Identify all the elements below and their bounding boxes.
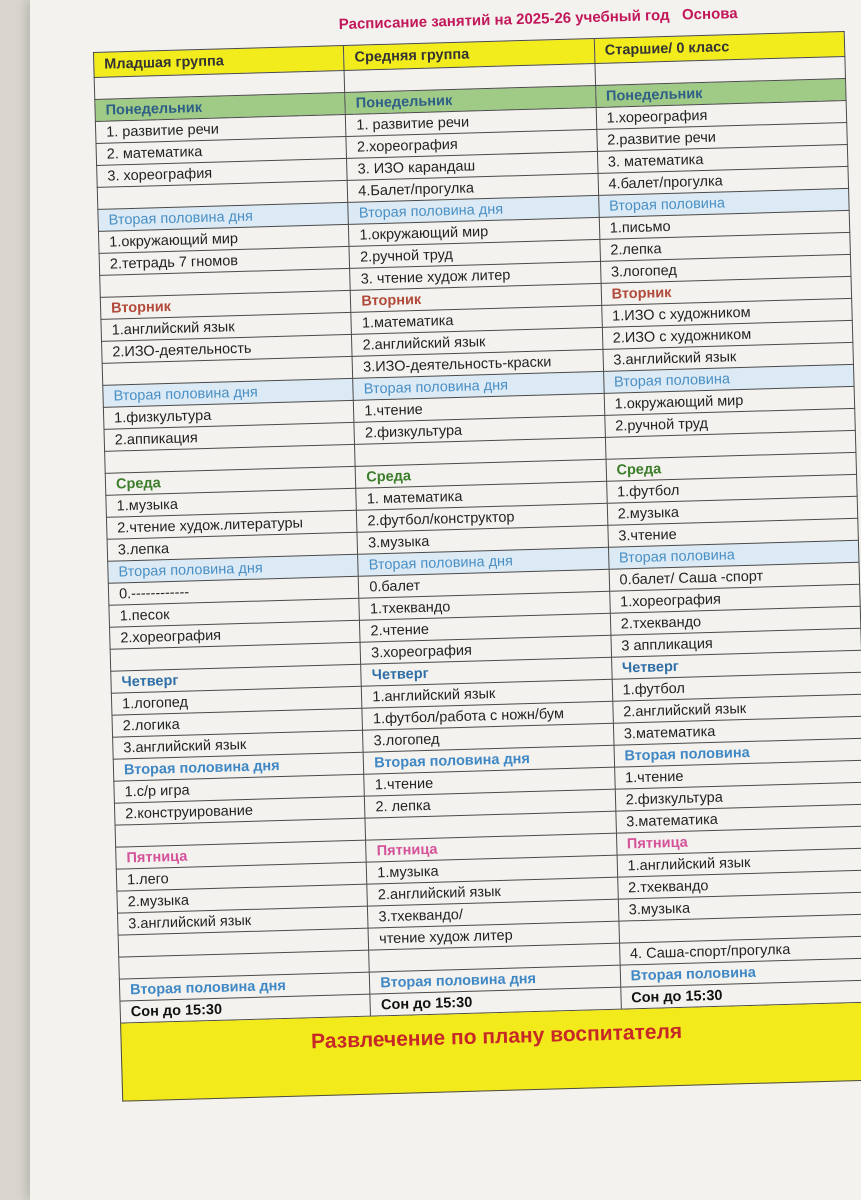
afternoon-header: Вторая половина xyxy=(603,364,854,393)
schedule-cell: 1. математика xyxy=(356,481,607,510)
schedule-cell: 2.физкультура xyxy=(615,782,861,811)
schedule-cell: 4. Саша-спорт/прогулка xyxy=(619,936,861,965)
nap-note: Сон до 15:30 xyxy=(370,987,621,1016)
day-header-wednesday: Среда xyxy=(606,452,857,481)
schedule-cell: 1.чтение xyxy=(614,760,861,789)
schedule-cell: 2.тхеквандо xyxy=(617,870,861,899)
day-header-friday: Пятница xyxy=(116,840,367,869)
nap-note: Сон до 15:30 xyxy=(620,980,861,1009)
schedule-cell: 2.ручной труд xyxy=(349,239,600,268)
schedule-cell: 3.математика xyxy=(616,804,861,833)
schedule-cell: 2.хореография xyxy=(346,129,597,158)
afternoon-header: Вторая половина дня xyxy=(103,378,354,407)
schedule-cell: 1.футбол xyxy=(612,672,861,701)
afternoon-header: Вторая половина дня xyxy=(358,547,609,576)
day-header-monday: Понедельник xyxy=(345,85,596,114)
afternoon-header: Вторая половина дня xyxy=(119,972,370,1001)
schedule-cell: 1.песок xyxy=(109,598,360,627)
schedule-cell: 2.развитие речи xyxy=(596,122,847,151)
schedule-cell: 1.чтение xyxy=(354,393,605,422)
schedule-cell: 1.логопед xyxy=(111,686,362,715)
schedule-cell: 3.хореография xyxy=(360,635,611,664)
schedule-cell: 0.балет xyxy=(359,569,610,598)
schedule-cell: 1.английский язык xyxy=(362,679,613,708)
day-header-wednesday: Среда xyxy=(105,466,356,495)
schedule-cell: 1.хореография xyxy=(596,100,847,129)
schedule-cell: 2.английский язык xyxy=(612,694,861,723)
paper-sheet xyxy=(30,0,861,1200)
day-header-thursday: Четверг xyxy=(361,657,612,686)
schedule-cell: 2.тхеквандо xyxy=(610,606,861,635)
schedule-cell: 2.лепка xyxy=(600,232,851,261)
schedule-cell: 3.музыка xyxy=(357,525,608,554)
schedule-cell: 2. лепка xyxy=(365,789,616,818)
schedule-cell: 2. математика xyxy=(96,136,347,165)
schedule-document xyxy=(92,0,861,1102)
schedule-cell: 4.Балет/прогулка xyxy=(347,173,598,202)
afternoon-header: Вторая половина дня xyxy=(98,202,349,231)
schedule-cell: 1.лего xyxy=(116,862,367,891)
day-header-monday: Понедельник xyxy=(595,78,846,107)
schedule-cell: 1.с/р игра xyxy=(114,774,365,803)
schedule-cell: 1.окружающий мир xyxy=(604,386,855,415)
schedule-cell: 1.ИЗО с художником xyxy=(601,298,852,327)
schedule-cell: 3.музыка xyxy=(618,892,861,921)
column-header-senior: Старшие/ 0 класс xyxy=(594,32,845,64)
schedule-cell: 1.чтение xyxy=(364,767,615,796)
day-header-tuesday: Вторник xyxy=(601,276,852,305)
schedule-cell: 3.лепка xyxy=(107,532,358,561)
schedule-cell: 1.окружающий мир xyxy=(349,217,600,246)
schedule-cell: 3.тхеквандо/ xyxy=(368,899,619,928)
schedule-cell: 3.логопед xyxy=(363,723,614,752)
schedule-cell: 1.музыка xyxy=(367,855,618,884)
nap-note: Сон до 15:30 xyxy=(120,994,371,1023)
afternoon-header: Вторая половина xyxy=(614,738,861,767)
schedule-cell: 2.аппикация xyxy=(104,422,355,451)
day-header-wednesday: Среда xyxy=(355,459,606,488)
day-header-monday: Понедельник xyxy=(95,92,346,121)
day-header-friday: Пятница xyxy=(366,833,617,862)
schedule-cell: 3.английский язык xyxy=(113,730,364,759)
schedule-cell: 2.ИЗО с художником xyxy=(602,320,853,349)
day-header-thursday: Четверг xyxy=(111,664,362,693)
schedule-cell: 3.математика xyxy=(613,716,861,745)
schedule-cell: 1.математика xyxy=(351,305,602,334)
schedule-cell: 3.английский язык xyxy=(118,906,369,935)
schedule-cell: 2.чтение xyxy=(360,613,611,642)
schedule-cell: 2.английский язык xyxy=(367,877,618,906)
schedule-cell: 2.английский язык xyxy=(352,327,603,356)
schedule-cell: 1.музыка xyxy=(106,488,357,517)
schedule-cell: 1.английский язык xyxy=(617,848,861,877)
schedule-cell: 4.балет/прогулка xyxy=(598,166,849,195)
afternoon-header: Вторая половина дня xyxy=(370,965,621,994)
afternoon-header: Вторая половина дня xyxy=(353,371,604,400)
day-header-thursday: Четверг xyxy=(611,650,861,679)
schedule-cell: 2.конструирование xyxy=(114,796,365,825)
schedule-cell: 1.тхеквандо xyxy=(359,591,610,620)
schedule-cell: 2.музыка xyxy=(607,496,858,525)
afternoon-header: Вторая половина дня xyxy=(113,752,364,781)
schedule-cell: 3. ИЗО карандаш xyxy=(347,151,598,180)
schedule-cell: 3. хореография xyxy=(97,158,348,187)
schedule-cell: 1. развитие речи xyxy=(95,114,346,143)
schedule-cell: 3. математика xyxy=(597,144,848,173)
schedule-cell: 1.футбол/работа с ножн/бум xyxy=(362,701,613,730)
schedule-cell: 2.музыка xyxy=(117,884,368,913)
day-header-friday: Пятница xyxy=(616,826,861,855)
schedule-cell: 0.балет/ Саша -спорт xyxy=(609,562,860,591)
column-header-middle: Средняя группа xyxy=(344,38,595,70)
day-header-tuesday: Вторник xyxy=(351,283,602,312)
schedule-cell: 0.------------ xyxy=(108,576,359,605)
schedule-cell: 2.логика xyxy=(112,708,363,737)
schedule-cell: 3. чтение худож литер xyxy=(350,261,601,290)
schedule-cell: 3.ИЗО-деятельность-краски xyxy=(352,349,603,378)
schedule-cell: 2.ручной труд xyxy=(604,408,855,437)
afternoon-header: Вторая половина xyxy=(598,188,849,217)
schedule-cell: 2.ИЗО-деятельность xyxy=(102,334,353,363)
schedule-cell: 2.физкультура xyxy=(354,415,605,444)
schedule-cell: 2.чтение худож.литературы xyxy=(106,510,357,539)
schedule-cell: 3.логопед xyxy=(600,254,851,283)
afternoon-header: Вторая половина xyxy=(620,958,861,987)
afternoon-header: Вторая половина дня xyxy=(348,195,599,224)
schedule-cell: 2.футбол/конструктор xyxy=(357,503,608,532)
footer-banner: Развлечение по плану воспитателя xyxy=(120,1003,861,1102)
afternoon-header: Вторая половина дня xyxy=(108,554,359,583)
schedule-cell: 3 аппликация xyxy=(611,628,861,657)
schedule-cell: 1.хореография xyxy=(609,584,860,613)
schedule-cell: 1.физкультура xyxy=(103,400,354,429)
schedule-cell: 1. развитие речи xyxy=(346,107,597,136)
column-header-junior: Младшая группа xyxy=(93,45,344,77)
schedule-cell: 2.хореография xyxy=(110,620,361,649)
schedule-cell: 3.английский язык xyxy=(603,342,854,371)
schedule-cell: 1.письмо xyxy=(599,210,850,239)
document-title: Расписание занятий на 2025-26 учебный год Основа xyxy=(338,4,738,34)
schedule-table xyxy=(93,31,861,1024)
schedule-cell: 1.окружающий мир xyxy=(98,224,349,253)
schedule-cell: 3.чтение xyxy=(608,518,859,547)
schedule-cell: 1.футбол xyxy=(606,474,857,503)
schedule-cell: чтение худож литер xyxy=(368,921,619,950)
afternoon-header: Вторая половина xyxy=(608,540,859,569)
schedule-cell: 2.тетрадь 7 гномов xyxy=(99,246,350,275)
day-header-tuesday: Вторник xyxy=(100,290,351,319)
schedule-cell: 1.английский язык xyxy=(101,312,352,341)
afternoon-header: Вторая половина дня xyxy=(363,745,614,774)
